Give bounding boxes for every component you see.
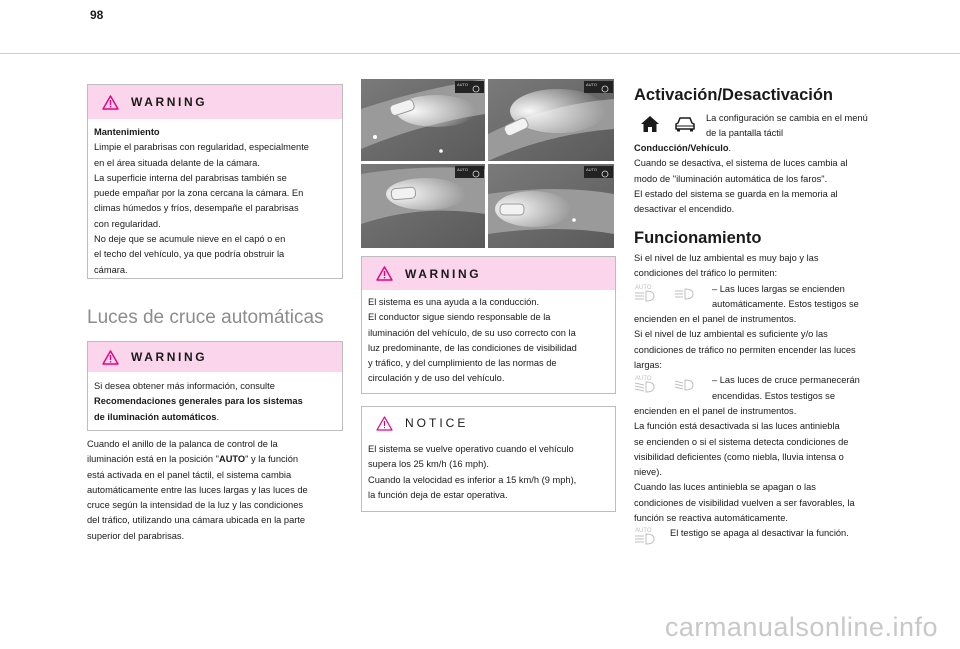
text-line: condiciones del tráfico lo permiten:: [634, 268, 778, 279]
list-item-text: [712, 282, 859, 313]
touchscreen-icons: [640, 115, 696, 133]
text-line: encienden en el panel de instrumentos.: [634, 314, 797, 325]
header-divider: [0, 53, 960, 54]
warning-subtitle: Mantenimiento: [94, 127, 160, 137]
text-line: puede empañar por la zona cercana la cámara. En: [94, 188, 304, 199]
text-line: condiciones de visibilidad vuelven a ser favorables, la: [634, 497, 855, 508]
warning-box-maintenance: [87, 84, 343, 279]
text-line: El sistema se vuelve operativo cuando el vehículo: [368, 444, 574, 454]
warning-box-system: [361, 256, 616, 394]
text-line: nieve).: [634, 467, 662, 478]
text-line: en el área situada delante de la cámara.: [94, 157, 260, 168]
text-line: supera los 25 km/h (16 mph).: [368, 459, 489, 470]
page-number: 98: [90, 8, 104, 22]
illustration-panel-2: [488, 79, 614, 161]
auto-high-beam-icon: [634, 526, 662, 546]
auto-badge-text: AUTO: [586, 167, 598, 172]
auto-label: AUTO: [635, 528, 652, 535]
text-line: está activada en el panel táctil, el sistema cambia: [87, 469, 292, 480]
auto-badge-text: AUTO: [586, 82, 598, 87]
warning-title: WARNING: [131, 350, 208, 364]
illustration-panel-3: [361, 164, 485, 248]
text-line: se encienden o si el sistema detecta condiciones de: [634, 436, 849, 447]
text-line: Cuando el anillo de la palanca de control de la: [87, 439, 278, 449]
text-line: automáticamente entre las luces largas y las luces de: [87, 484, 308, 495]
warning-header: [88, 85, 342, 119]
home-icon: [640, 115, 660, 133]
indicator-icons: [634, 526, 670, 551]
text-line: Cuando se desactiva, el sistema de luces cambia al: [634, 158, 848, 169]
car-icon: [674, 115, 696, 133]
text-part: iluminación está en la posición ": [87, 454, 219, 465]
text-line: [87, 452, 347, 467]
text-line: Si el nivel de luz ambiental es suficiente y/o las: [634, 329, 828, 340]
warning-title: WARNING: [405, 266, 482, 281]
text-line: condiciones de tráfico no permiten encender las luces: [634, 344, 856, 355]
illustration-panel-4: [488, 164, 614, 248]
text-line: de la pantalla táctil: [706, 128, 784, 139]
text-line: El estado del sistema se guarda en la memoria al: [634, 188, 838, 199]
text-line: La función está desactivada si las luces antiniebla: [634, 421, 840, 432]
operation-title: Funcionamiento: [634, 229, 762, 247]
text-line: iluminación del vehículo, de su uso correcto con la: [368, 327, 576, 338]
auto-badge-text: AUTO: [457, 167, 469, 172]
text-line: Recomendaciones generales para los sistemas: [94, 396, 303, 407]
text-line: Si desea obtener más información, consulte: [94, 381, 275, 391]
text-line: – Las luces largas se encienden: [712, 283, 845, 294]
activation-body: [634, 141, 904, 217]
auto-label: AUTO: [635, 376, 652, 383]
text-line: luz predominante, de las condiciones de visibilidad: [368, 342, 577, 353]
indicator-icons: [634, 282, 712, 313]
text-line: modo de "iluminación automática de los faros".: [634, 173, 828, 184]
text-line: [94, 410, 336, 425]
warning-header: [362, 257, 615, 290]
bold-text: de iluminación automáticos: [94, 411, 217, 422]
warning-triangle-icon: [376, 266, 393, 281]
text-line: largas:: [634, 360, 662, 371]
text-line: superior del parabrisas.: [87, 530, 185, 541]
text-line: cámara.: [94, 264, 128, 275]
intro-paragraph: [87, 437, 347, 544]
text-line: El sistema es una ayuda a la conducción.: [368, 297, 540, 307]
operation-body: [634, 251, 909, 552]
list-item-low-beam: [634, 373, 909, 404]
text-line: Limpie el parabrisas con regularidad, especialmente: [94, 142, 309, 153]
warning-body: [88, 372, 342, 431]
menu-path: Conducción/Vehículo: [634, 143, 729, 153]
notice-box: [361, 406, 616, 512]
activation-title: Activación/Desactivación: [634, 86, 833, 104]
activation-text: [706, 111, 906, 142]
indicator-icons: [634, 373, 712, 404]
text-line: circulación y de uso del vehículo.: [368, 373, 505, 384]
text-tail: .: [728, 143, 732, 153]
text-line: – Las luces de cruce permanecerán: [712, 375, 860, 386]
illustration-panel-1: [361, 79, 485, 161]
text-line: función se reactiva automáticamente.: [634, 513, 788, 524]
text-line: desactivar el encendido.: [634, 204, 735, 215]
warning-body: [362, 290, 615, 393]
list-item-high-beam: [634, 282, 909, 313]
text-line: La superficie interna del parabrisas también se: [94, 172, 287, 183]
notice-triangle-icon: [376, 416, 393, 431]
text-line: climas húmedos y fríos, desempañe el parabrisas: [94, 203, 299, 214]
text-line: visibilidad deficientes (como niebla, lluvia intensa o: [634, 451, 844, 462]
warning-box-info: [87, 341, 343, 431]
text-line: y tráfico, y del cumplimiento de las normas de: [368, 358, 557, 369]
text-line: Si el nivel de luz ambiental es muy bajo y las: [634, 253, 819, 263]
warning-triangle-icon: [102, 95, 119, 110]
warning-title: WARNING: [131, 95, 208, 109]
high-beam-indicator-icon: [674, 283, 696, 303]
text-line: cruce según la intensidad de la luz y las condiciones: [87, 500, 304, 511]
text-line: El conductor sigue siendo responsable de la: [368, 312, 551, 323]
text-line: el techo del vehículo, ya que podría obstruir la: [94, 249, 285, 260]
auto-bold: AUTO: [218, 454, 246, 465]
text-line: [634, 141, 904, 156]
notice-body: [362, 439, 615, 509]
list-item-off: [634, 526, 909, 551]
text-line: encienden en el panel de instrumentos.: [634, 405, 797, 416]
text-line: encendidas. Estos testigos se: [712, 390, 835, 401]
text-tail: .: [216, 411, 220, 422]
list-item-text: [712, 373, 860, 404]
notice-header: [362, 407, 615, 439]
section-title: Luces de cruce automáticas: [87, 307, 324, 328]
auto-label: AUTO: [635, 284, 652, 291]
auto-high-beam-icon: [634, 283, 662, 303]
text-line: No deje que se acumule nieve en el capó o en: [94, 234, 286, 245]
text-line: automáticamente. Estos testigos se: [712, 298, 859, 309]
text-part: " y la función: [245, 454, 299, 465]
auto-badge-text: AUTO: [457, 82, 469, 87]
warning-header: [88, 342, 342, 372]
auto-low-beam-icon: [634, 374, 662, 394]
text-line: La configuración se cambia en el menú: [706, 113, 868, 123]
text-line: del tráfico, utilizando una cámara ubicada en la parte: [87, 515, 306, 526]
watermark: carmanualsonline.info: [664, 612, 938, 642]
text-line: Cuando las luces antiniebla se apagan o las: [634, 482, 816, 493]
warning-triangle-icon: [102, 350, 119, 365]
illustration-grid: [361, 79, 614, 248]
low-beam-indicator-icon: [674, 374, 696, 394]
text-line: la función deja de estar operativa.: [368, 489, 508, 500]
text-line: con regularidad.: [94, 218, 161, 229]
text-line: Cuando la velocidad es inferior a 15 km/h (9 mph),: [368, 474, 577, 485]
notice-title: NOTICE: [405, 416, 469, 430]
text-line: El testigo se apaga al desactivar la función.: [670, 528, 849, 539]
warning-body: [88, 119, 342, 284]
